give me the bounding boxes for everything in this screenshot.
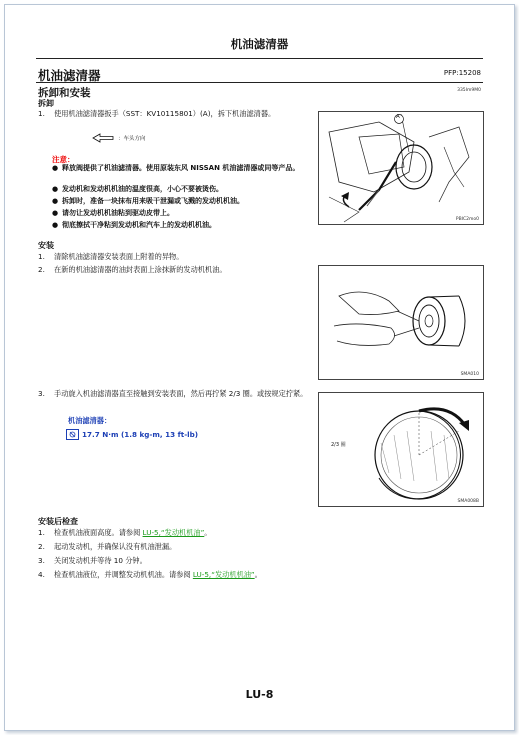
caution-text: 发动机和发动机机油的温度很高，小心不要被烫伤。 (62, 185, 223, 193)
engine-oil-link[interactable]: LU-5,“发动机机油” (142, 528, 205, 537)
figure-tighten-rotation (318, 392, 484, 507)
step-text (54, 569, 458, 580)
step-text-post: 。 (204, 528, 212, 537)
install-step-2 (38, 264, 308, 275)
step-text: 在新的机油滤清器的油封表面上涂抹新的发动机机油。 (54, 265, 227, 274)
page-header-title: 机油滤清器 (230, 37, 289, 51)
pfp-code: PFP:15208 (443, 69, 481, 77)
post-step-4 (38, 569, 458, 580)
figure-oil-seal (318, 265, 484, 380)
torque-spec (66, 429, 198, 440)
figure-filter-removal (318, 111, 484, 225)
figure-code: PBIC2mo0 (455, 217, 479, 222)
step-text-post: 。 (254, 570, 262, 579)
removal-heading: 拆卸 (38, 99, 54, 108)
tighten-rotation-illustration (319, 393, 483, 506)
step-number: 2. (38, 265, 45, 274)
step-text-pre: 检查机油液面高度。请参阅 (54, 528, 143, 537)
front-arrow-icon (92, 133, 114, 143)
page-number: LU-8 (245, 688, 274, 701)
header-rule (36, 58, 483, 59)
callout-a-label: A (396, 114, 400, 120)
post-step-3 (38, 555, 458, 566)
step-text: 起动发动机，并确保认没有机油泄漏。 (54, 542, 177, 551)
subsection-title: 拆卸和安装 (38, 87, 91, 99)
step-number: 1. (38, 252, 45, 261)
step-number: 4. (38, 570, 45, 579)
figure-code: SMA010 (460, 372, 479, 377)
post-step-2 (38, 541, 458, 552)
post-step-1 (38, 527, 458, 538)
section-rule (36, 82, 483, 83)
removal-step-1 (38, 108, 298, 119)
caution-title: 注意： (52, 155, 75, 164)
caution-text: 请勿让发动机机油粘到驱动皮带上。 (62, 209, 174, 217)
step-text: 清除机油滤清器安装表面上附着的异物。 (54, 252, 184, 261)
step-text: 手动旋入机油滤清器直至接触到安装表面，然后再拧紧 2/3 圈。或按规定拧紧。 (54, 389, 308, 398)
step-number: 3. (38, 556, 45, 565)
figure-code: SMA008B (457, 499, 479, 504)
step-number: 2. (38, 542, 45, 551)
install-heading: 安装 (38, 241, 54, 250)
torque-label: 机油滤清器： (68, 416, 112, 425)
step-text (54, 527, 458, 538)
caution-item: ● 请勿让发动机机油粘到驱动皮带上。 (52, 209, 174, 217)
step-number: 1. (38, 109, 45, 118)
subsection-code: 335Im9M0 (457, 88, 481, 93)
torque-wrench-icon (66, 429, 79, 440)
filter-removal-illustration (319, 112, 483, 224)
caution-item: ● 释放阀提供了机油滤清器。使用原装东风 NISSAN 机油滤清器或同等产品。 (52, 164, 300, 172)
caution-item: ● 发动机和发动机机油的温度很高，小心不要被烫伤。 (52, 185, 223, 193)
torque-value: 17.7 N·m (1.8 kg-m, 13 ft-lb) (82, 430, 199, 439)
caution-item: ● 拆卸时，准备一块抹布用来吸干泄漏或飞溅的发动机机油。 (52, 197, 244, 205)
caution-text: 释放阀提供了机油滤清器。使用原装东风 NISSAN 机油滤清器或同等产品。 (62, 164, 300, 172)
step-number: 3. (38, 389, 45, 398)
post-check-heading: 安装后检查 (38, 517, 78, 526)
legend-text: ：车头方向 (118, 136, 146, 142)
step-text: 使用机油滤清器扳手（SST：KV10115801）(A)，拆下机油滤清器。 (54, 109, 276, 118)
step-number: 1. (38, 528, 45, 537)
caution-text: 拆卸时，准备一块抹布用来吸干泄漏或飞溅的发动机机油。 (62, 197, 244, 205)
rotation-label: 2/3 圈 (331, 442, 346, 448)
step-text: 关闭发动机并等待 10 分钟。 (54, 556, 147, 565)
step-text-pre: 检查机油液位，并调整发动机机油。请参阅 (54, 570, 193, 579)
caution-text: 彻底擦拭干净粘到发动机和汽车上的发动机机油。 (62, 221, 216, 229)
section-title: 机油滤清器 (38, 68, 101, 83)
install-step-3 (38, 388, 308, 399)
install-step-1 (38, 251, 308, 262)
caution-item: ● 彻底擦拭干净粘到发动机和汽车上的发动机机油。 (52, 221, 216, 229)
engine-oil-link[interactable]: LU-5,“发动机机油” (192, 570, 255, 579)
direction-legend (92, 133, 146, 143)
oil-seal-illustration (319, 266, 483, 379)
